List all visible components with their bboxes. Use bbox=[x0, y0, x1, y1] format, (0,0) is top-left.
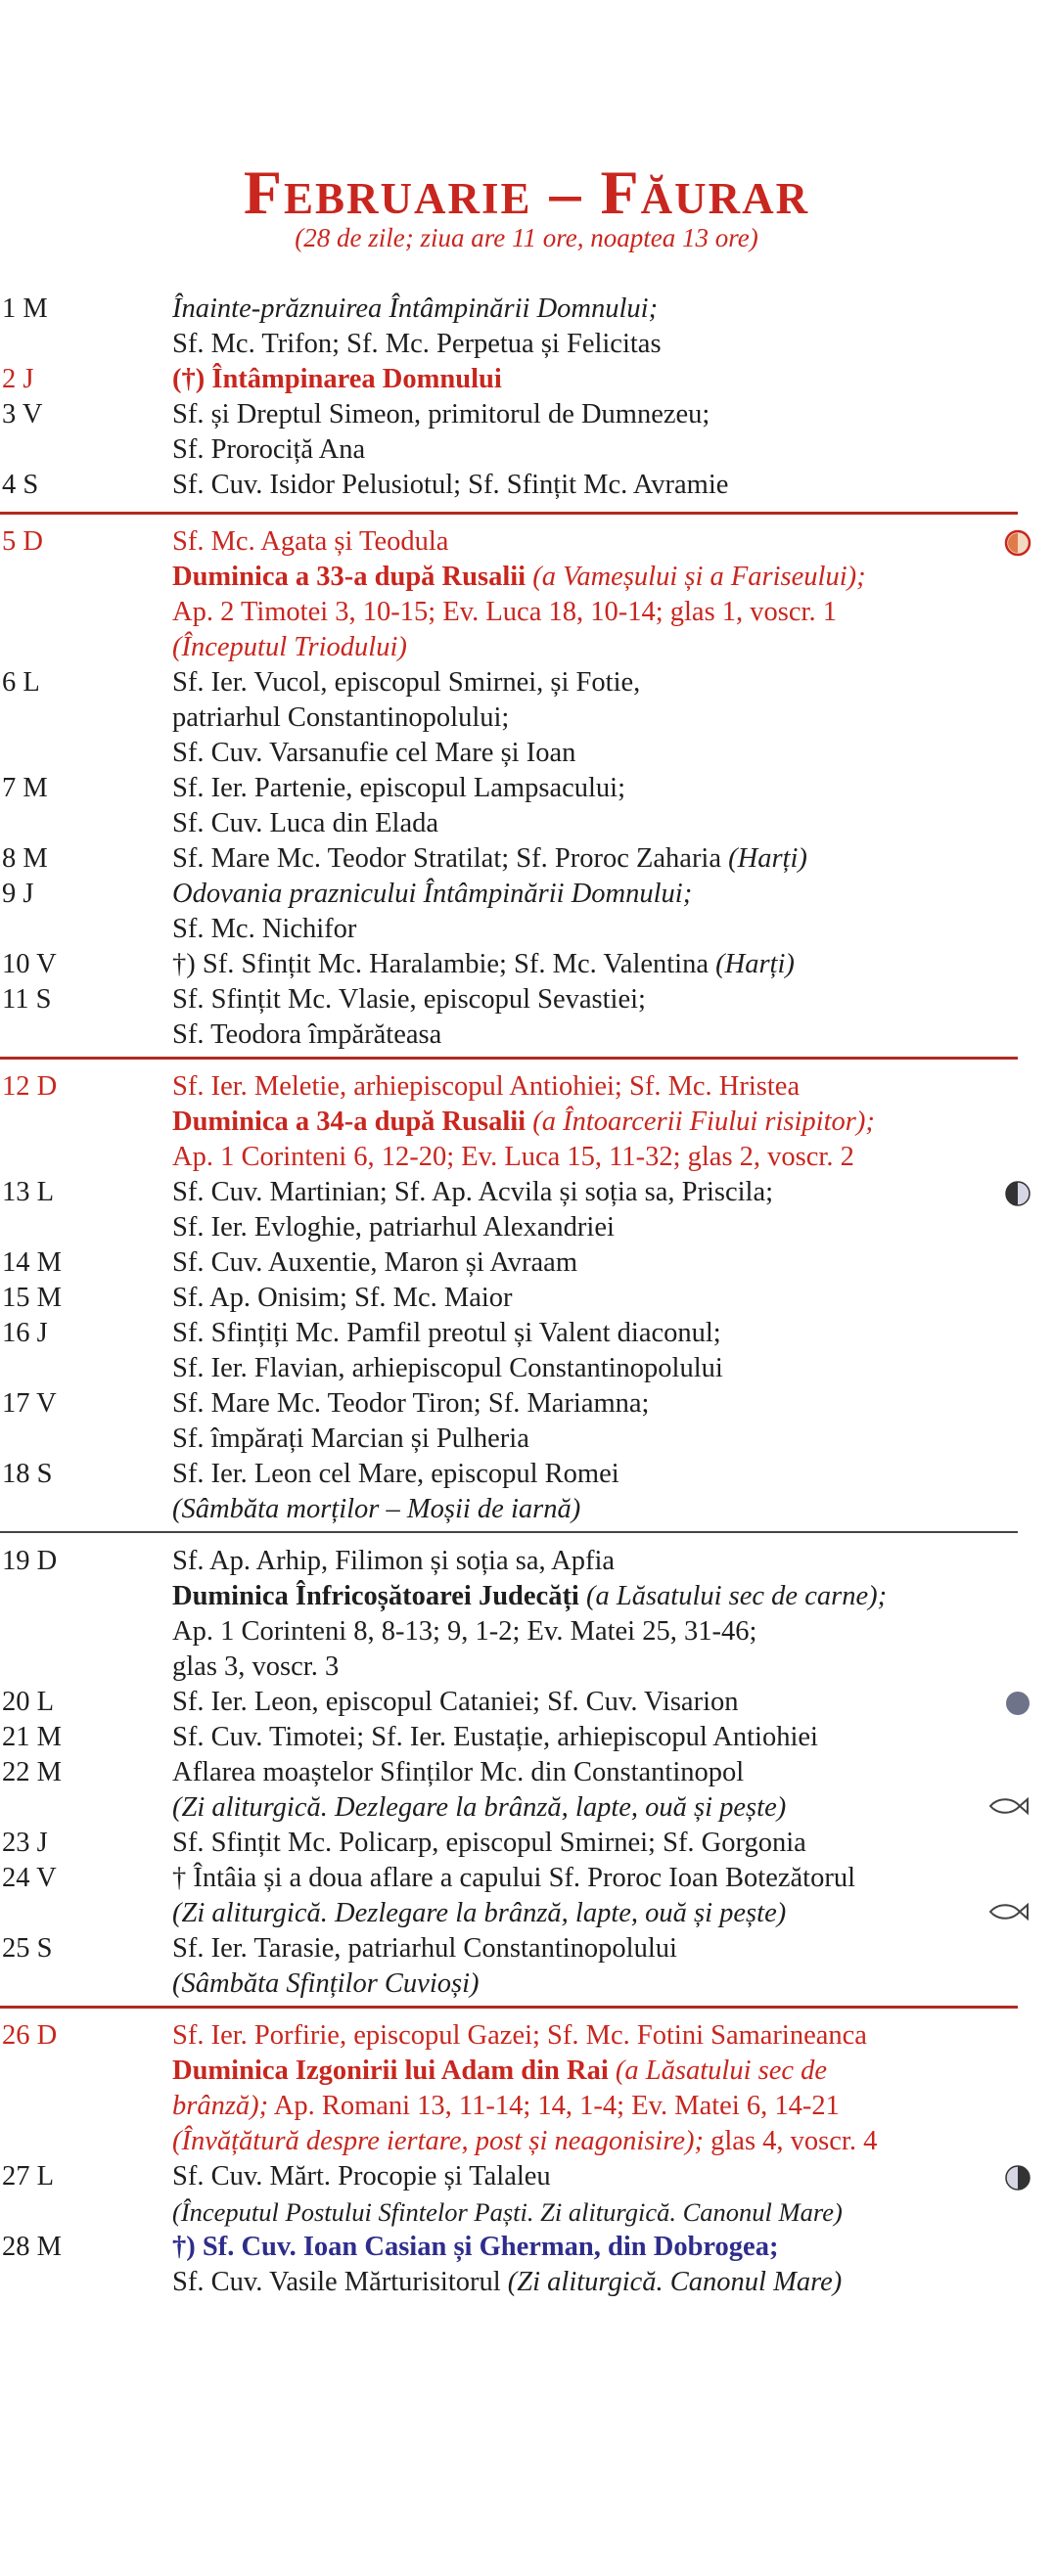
sunday-title: Duminica a 34-a după Rusalii bbox=[172, 1107, 526, 1137]
sunday-subtitle: (a Lăsatului sec de carne); bbox=[585, 1581, 888, 1611]
fish-icon bbox=[986, 1900, 1030, 1923]
entry-line: Sf. Ier. Vucol, episcopul Smirnei, și Fotie, bbox=[172, 667, 641, 698]
sunday-subtitle: (a Întoarcerii Fiului risipitor); bbox=[532, 1107, 875, 1137]
day-label: 13 L bbox=[2, 1177, 55, 1207]
entry-line: Sf. Mc. Trifon; Sf. Mc. Perpetua și Felicitas bbox=[172, 329, 662, 359]
day-label: 15 M bbox=[2, 1283, 62, 1313]
week-divider bbox=[0, 1531, 1018, 1533]
entry-note: (Zi aliturgică. Canonul Mare) bbox=[507, 2267, 843, 2297]
day-label: 28 M bbox=[2, 2232, 62, 2262]
day-label: 19 D bbox=[2, 1546, 58, 1576]
entry-line: Sf. Mc. Nichifor bbox=[172, 914, 357, 944]
entry-line: Sf. Cuv. Luca din Elada bbox=[172, 808, 439, 838]
first-quarter-moon-icon bbox=[1003, 1179, 1032, 1208]
day-label: 25 S bbox=[2, 1933, 53, 1964]
entry-line: Aflarea moaștelor Sfinților Mc. din Constantinopol bbox=[172, 1757, 745, 1787]
entry-line: (Sâmbăta Sfinților Cuvioși) bbox=[172, 1968, 480, 1999]
moon-phase-icon bbox=[1003, 528, 1032, 558]
entry-line: Sf. Cuv. Vasile Mărturisitorul bbox=[172, 2267, 501, 2297]
entry-line: (†) Întâmpinarea Domnului bbox=[172, 364, 502, 394]
week-divider bbox=[0, 1057, 1018, 1060]
day-label: 8 M bbox=[2, 843, 48, 874]
sunday-title: Duminica a 33-a după Rusalii bbox=[172, 562, 526, 592]
week-divider bbox=[0, 512, 1018, 515]
entry-line: Sf. Ap. Arhip, Filimon și soția sa, Apfia bbox=[172, 1546, 616, 1576]
day-label: 27 L bbox=[2, 2161, 55, 2192]
entry-line: Odovania praznicului Întâmpinării Domnului; bbox=[172, 879, 693, 909]
entry-line: Ap. 1 Corinteni 6, 12-20; Ev. Luca 15, 11-32; glas 2, voscr. 2 bbox=[172, 1142, 854, 1172]
entry-line: Ap. Romani 13, 11-14; 14, 1-4; Ev. Matei 6, 14-21 bbox=[273, 2091, 840, 2121]
day-label: 22 M bbox=[2, 1757, 62, 1787]
entry-line: Sf. Cuv. Mărt. Procopie și Talaleu bbox=[172, 2161, 551, 2192]
entry-line: †) Sf. Sfințit Mc. Haralambie; Sf. Mc. Valentina bbox=[172, 949, 709, 979]
entry-line: (Sâmbăta morților – Moșii de iarnă) bbox=[172, 1494, 581, 1524]
entry-line: Sf. Ier. Leon cel Mare, episcopul Romei bbox=[172, 1459, 619, 1489]
day-label: 16 J bbox=[2, 1318, 48, 1348]
sunday-subtitle: (a Vameșului și a Fariseului); bbox=[532, 562, 866, 592]
day-label: 5 D bbox=[2, 526, 43, 557]
entry-line: Înainte-prăznuirea Întâmpinării Domnului; bbox=[172, 294, 659, 324]
entry-line: Sf. Sfințit Mc. Vlasie, episcopul Sevastiei; bbox=[172, 984, 646, 1015]
entry-line: † Întâia și a doua aflare a capului Sf. Proroc Ioan Botezătorul bbox=[172, 1863, 855, 1893]
entry-line: Sf. Cuv. Auxentie, Maron și Avraam bbox=[172, 1247, 577, 1278]
entry-line: Sf. Ier. Evloghie, patriarhul Alexandriei bbox=[172, 1212, 615, 1243]
entry-line: Sf. și Dreptul Simeon, primitorul de Dumnezeu; bbox=[172, 399, 710, 429]
entry-line: glas 3, voscr. 3 bbox=[172, 1651, 340, 1682]
day-label: 6 L bbox=[2, 667, 40, 698]
day-label: 7 M bbox=[2, 773, 48, 803]
entry-line: Sf. Mare Mc. Teodor Stratilat; Sf. Proroc Zaharia bbox=[172, 843, 721, 874]
entry-line: Sf. Ier. Partenie, episcopul Lampsacului; bbox=[172, 773, 625, 803]
entry-line: (Începutul Postului Sfintelor Paști. Zi aliturgică. Canonul Mare) bbox=[172, 2197, 843, 2227]
entry-line: Sf. Ier. Porfirie, episcopul Gazei; Sf. Mc. Fotini Samarineanca bbox=[172, 2020, 867, 2051]
entry-line: Sf. Ier. Flavian, arhiepiscopul Constantinopolului bbox=[172, 1353, 723, 1383]
entry-line: Sf. Cuv. Martinian; Sf. Ap. Acvila și soția sa, Priscila; bbox=[172, 1177, 774, 1207]
day-label: 14 M bbox=[2, 1247, 62, 1278]
day-label: 10 V bbox=[2, 949, 57, 979]
day-label: 4 S bbox=[2, 470, 39, 500]
last-quarter-moon-icon bbox=[1003, 2163, 1032, 2192]
full-moon-icon bbox=[1003, 1689, 1032, 1718]
entry-line: Sf. Teodora împărăteasa bbox=[172, 1019, 442, 1050]
entry-line: (Zi aliturgică. Dezlegare la brânză, lapte, ouă și pește) bbox=[172, 1898, 787, 1928]
entry-note: (Învățătură despre iertare, post și neagonisire); bbox=[172, 2126, 705, 2156]
day-label: 24 V bbox=[2, 1863, 57, 1893]
fish-icon bbox=[986, 1794, 1030, 1818]
entry-line: Sf. Cuv. Varsanufie cel Mare și Ioan bbox=[172, 738, 576, 768]
day-label: 2 J bbox=[2, 364, 34, 394]
entry-note: (Harți) bbox=[728, 843, 807, 874]
day-label: 20 L bbox=[2, 1687, 55, 1717]
sunday-title: Duminica Înfricoșătoarei Judecăți bbox=[172, 1581, 579, 1611]
day-label: 9 J bbox=[2, 879, 34, 909]
entry-line: †) Sf. Cuv. Ioan Casian și Gherman, din Dobrogea; bbox=[172, 2232, 779, 2262]
day-label: 18 S bbox=[2, 1459, 53, 1489]
sunday-title: Duminica Izgonirii lui Adam din Rai bbox=[172, 2056, 609, 2086]
entry-line: Ap. 2 Timotei 3, 10-15; Ev. Luca 18, 10-14; glas 1, voscr. 1 bbox=[172, 597, 837, 627]
day-label: 11 S bbox=[2, 984, 52, 1015]
entry-line: Ap. 1 Corinteni 8, 8-13; 9, 1-2; Ev. Matei 25, 31-46; bbox=[172, 1616, 757, 1647]
sunday-subtitle-cont: brânză); bbox=[172, 2091, 269, 2121]
entry-line: Sf. Mc. Agata și Teodula bbox=[172, 526, 449, 557]
entry-line: Sf. Ier. Leon, episcopul Cataniei; Sf. Cuv. Visarion bbox=[172, 1687, 739, 1717]
entry-line: Sf. Ier. Meletie, arhiepiscopul Antiohiei; Sf. Mc. Hristea bbox=[172, 1071, 801, 1102]
entry-line: Sf. Mare Mc. Teodor Tiron; Sf. Mariamna; bbox=[172, 1388, 650, 1419]
entry-line: Sf. Ier. Tarasie, patriarhul Constantinopolului bbox=[172, 1933, 677, 1964]
page-title: Februarie – Făurar bbox=[243, 158, 810, 227]
entry-line: Sf. Sfințit Mc. Policarp, episcopul Smirnei; Sf. Gorgonia bbox=[172, 1828, 806, 1858]
day-label: 3 V bbox=[2, 399, 43, 429]
day-label: 23 J bbox=[2, 1828, 48, 1858]
entry-line: glas 4, voscr. 4 bbox=[710, 2126, 878, 2156]
entry-line: Sf. Cuv. Timotei; Sf. Ier. Eustație, arhiepiscopul Antiohiei bbox=[172, 1722, 818, 1752]
day-label: 26 D bbox=[2, 2020, 58, 2051]
entry-line: patriarhul Constantinopolului; bbox=[172, 702, 510, 733]
page-subtitle: (28 de zile; ziua are 11 ore, noaptea 13 ore) bbox=[295, 223, 758, 252]
week-divider bbox=[0, 2006, 1018, 2009]
entry-line: Sf. Ap. Onisim; Sf. Mc. Maior bbox=[172, 1283, 513, 1313]
entry-line: Sf. împărați Marcian și Pulheria bbox=[172, 1424, 529, 1454]
day-label: 1 M bbox=[2, 294, 48, 324]
day-label: 17 V bbox=[2, 1388, 57, 1419]
entry-line: Sf. Cuv. Isidor Pelusiotul; Sf. Sfințit Mc. Avramie bbox=[172, 470, 729, 500]
entry-line: (Începutul Triodului) bbox=[172, 632, 407, 662]
entry-note: (Harți) bbox=[715, 949, 795, 979]
entry-line: (Zi aliturgică. Dezlegare la brânză, lapte, ouă și pește) bbox=[172, 1792, 787, 1823]
entry-line: Sf. Sfințiți Mc. Pamfil preotul și Valent diaconul; bbox=[172, 1318, 721, 1348]
day-label: 21 M bbox=[2, 1722, 62, 1752]
sunday-subtitle: (a Lăsatului sec de bbox=[615, 2056, 828, 2086]
day-label: 12 D bbox=[2, 1071, 58, 1102]
entry-line: Sf. Prorociță Ana bbox=[172, 434, 366, 465]
